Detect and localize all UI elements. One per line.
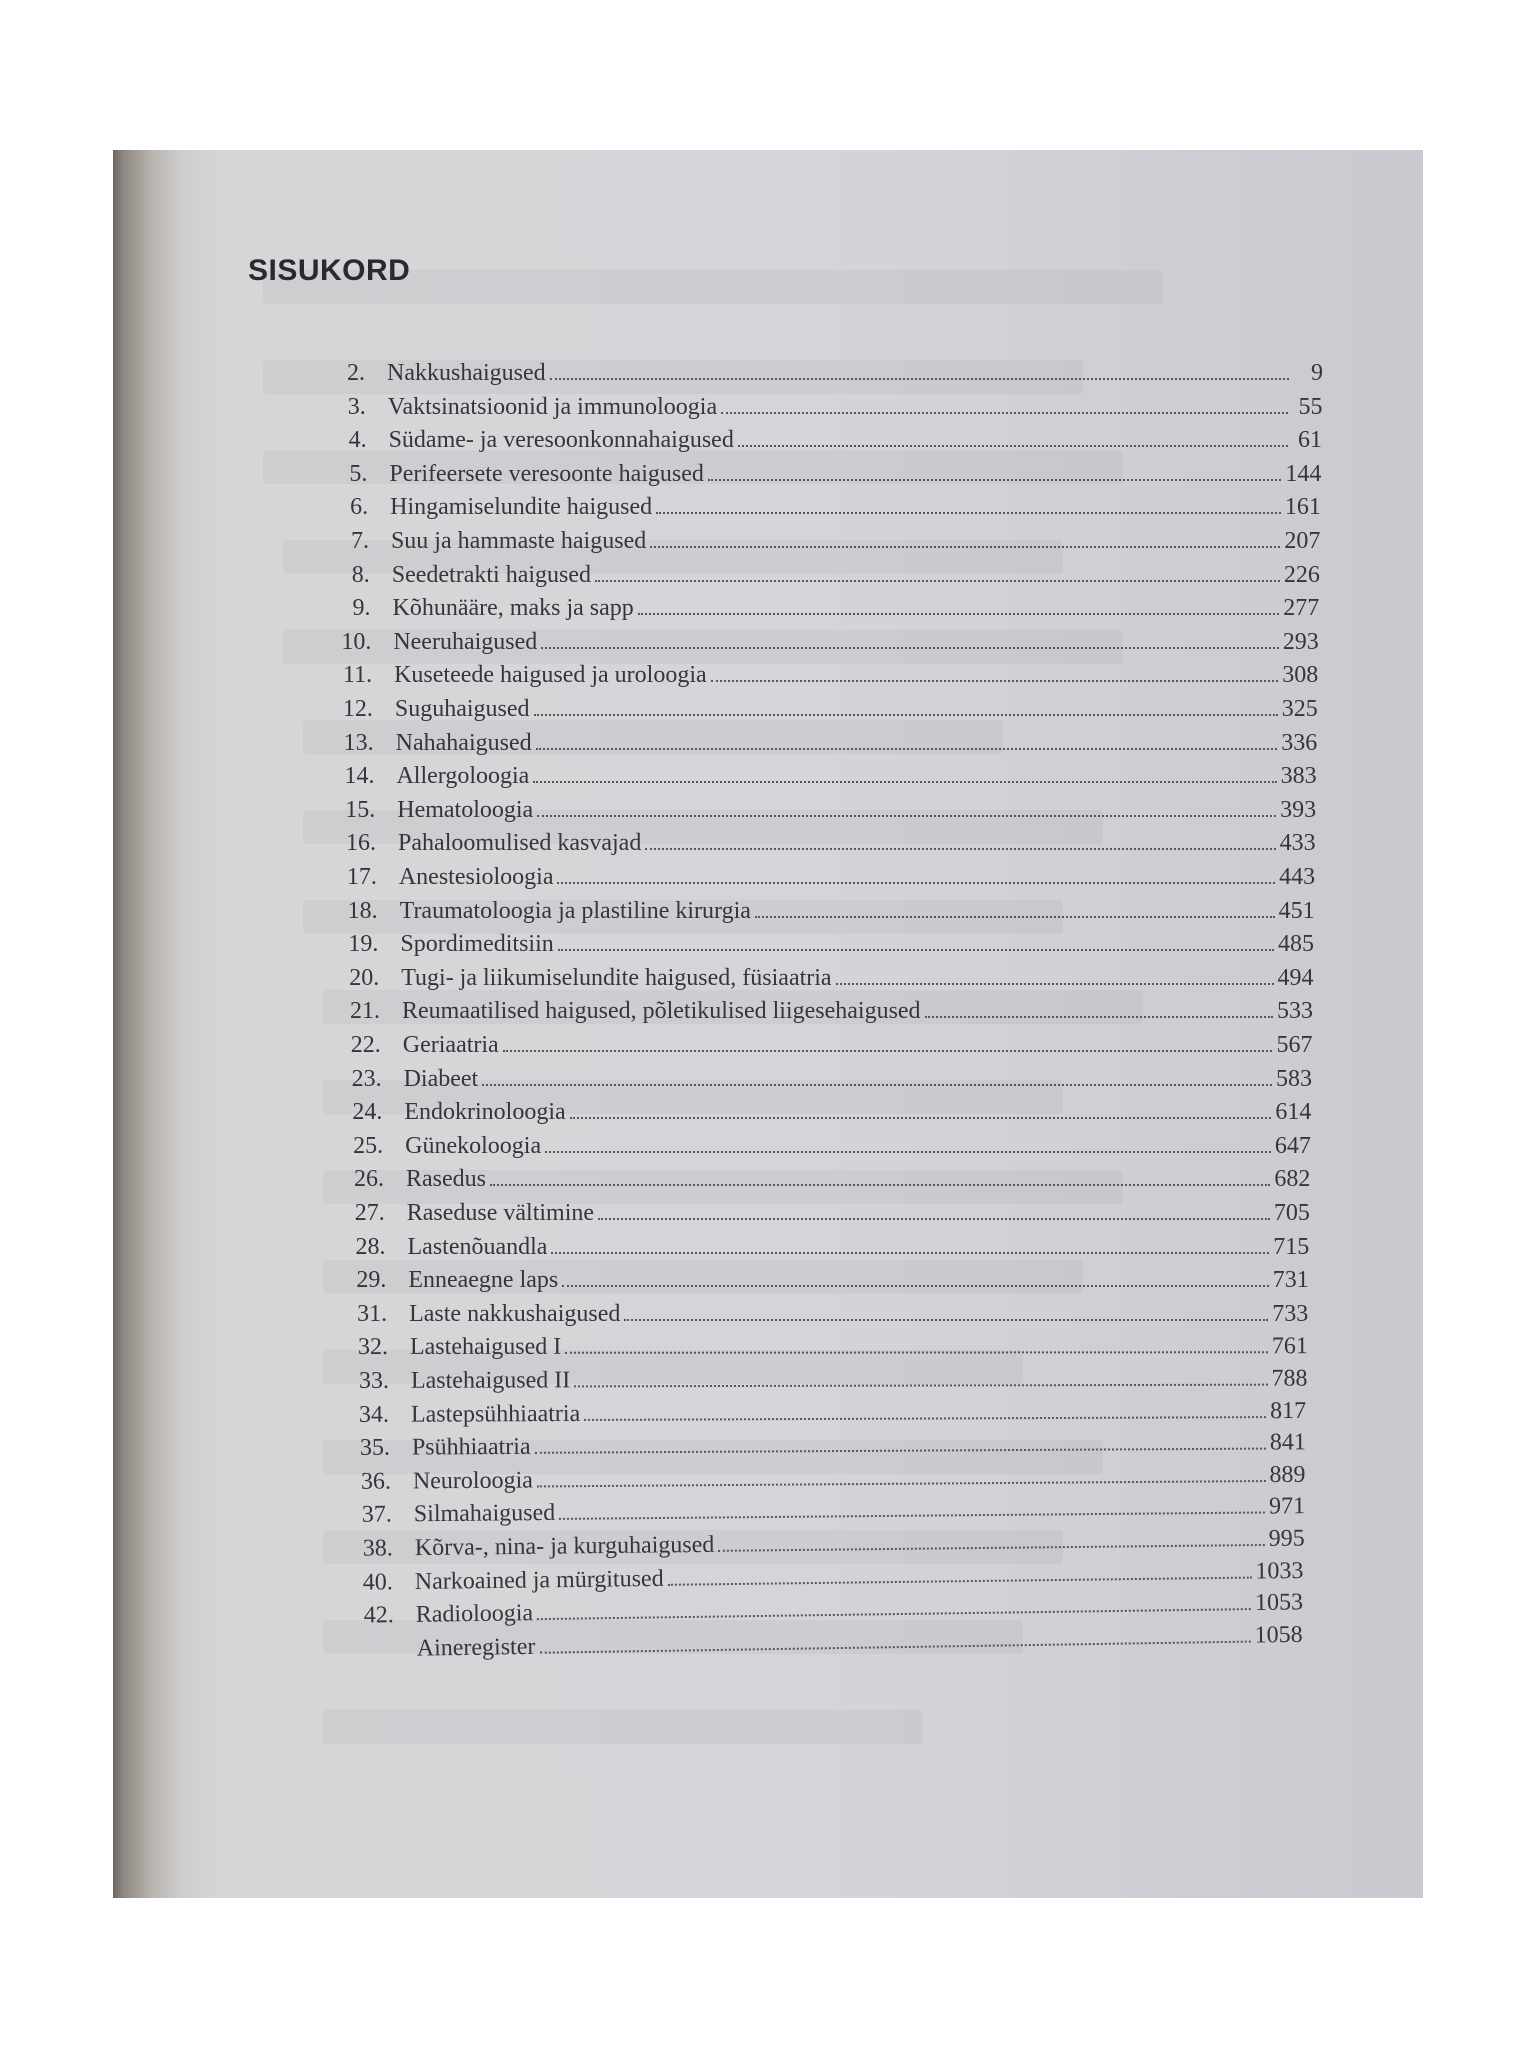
- dot-leader: [550, 378, 1289, 380]
- chapter-number: 23.: [351, 1065, 382, 1092]
- page-title: SISUKORD: [248, 254, 411, 287]
- page-number: 336: [1281, 729, 1318, 756]
- dot-leader: [537, 1480, 1266, 1487]
- chapter-number: 4.: [348, 427, 367, 454]
- chapter-number: 31.: [357, 1300, 388, 1327]
- chapter-number: 7.: [350, 528, 369, 554]
- chapter-title: Neeruhaigused: [393, 628, 538, 655]
- dot-leader: [536, 748, 1278, 750]
- chapter-title: Anestesioloogia: [398, 864, 554, 890]
- page-number: 61: [1297, 427, 1322, 454]
- page-number: 277: [1283, 595, 1320, 622]
- chapter-title: Neuroloogia: [412, 1467, 534, 1495]
- toc-entry: [327, 1359, 1308, 1395]
- chapter-title: Kõhunääre, maks ja sapp: [392, 595, 634, 622]
- dot-leader: [925, 1016, 1273, 1018]
- toc-entry: [324, 1260, 1308, 1294]
- dot-leader: [535, 1448, 1266, 1454]
- page-number: 383: [1280, 763, 1317, 790]
- page-number: 161: [1284, 494, 1321, 521]
- page-number: 293: [1282, 628, 1319, 655]
- chapter-title: Silmahaigused: [413, 1500, 556, 1528]
- chapter-number: 15.: [345, 796, 376, 823]
- chapter-title: Lastehaigused I: [409, 1334, 562, 1361]
- chapter-title: Perifeersete veresoonte haigused: [389, 460, 704, 487]
- page-number: 733: [1272, 1300, 1309, 1327]
- dot-leader: [545, 1151, 1271, 1153]
- toc-entry: [322, 1159, 1310, 1193]
- chapter-title: Lastepsühhiaatria: [411, 1400, 581, 1428]
- chapter-number: 19.: [348, 931, 379, 958]
- toc-entry: [310, 655, 1318, 689]
- dot-leader: [541, 647, 1279, 649]
- chapter-title: Tugi- ja liikumiselundite haigused, füsiaatria: [401, 964, 832, 991]
- chapter-title: Lastehaigused II: [410, 1367, 570, 1394]
- page-number: 971: [1268, 1493, 1306, 1520]
- dot-leader: [738, 445, 1288, 447]
- chapter-number: 36.: [360, 1468, 392, 1495]
- page-number: 715: [1273, 1233, 1310, 1260]
- chapter-number: 3.: [347, 393, 366, 420]
- dot-leader: [708, 479, 1282, 481]
- chapter-title: Vaktsinatsioonid ja immunoloogia: [387, 393, 718, 420]
- chapter-number: 5.: [349, 460, 368, 487]
- chapter-number: 32.: [357, 1334, 388, 1361]
- chapter-number: 6.: [350, 494, 369, 521]
- page-number: 761: [1271, 1333, 1308, 1360]
- chapter-title: Enneaegne laps: [408, 1267, 559, 1294]
- toc-entry: [315, 857, 1315, 891]
- page-number: 682: [1274, 1166, 1311, 1193]
- chapter-number: 14.: [344, 763, 375, 790]
- chapter-number: 11.: [342, 662, 373, 689]
- page-number: 433: [1279, 830, 1316, 857]
- chapter-number: 10.: [341, 628, 372, 655]
- chapter-number: 35.: [360, 1434, 391, 1462]
- toc-entry: [311, 689, 1318, 723]
- page-number: 226: [1283, 561, 1320, 588]
- page-number: 144: [1285, 460, 1322, 487]
- dot-leader: [656, 512, 1281, 514]
- dot-leader: [574, 1384, 1267, 1388]
- page-number: 614: [1275, 1099, 1312, 1126]
- toc-entry: [306, 487, 1321, 521]
- chapter-number: 13.: [343, 729, 374, 756]
- chapter-title: Geriaatria: [402, 1032, 499, 1058]
- dot-leader: [645, 848, 1275, 850]
- chapter-title: Kõrva-, nina- ja kurguhaigused: [414, 1531, 715, 1562]
- toc-entry: [320, 1092, 1311, 1126]
- chapter-title: Allergoloogia: [396, 763, 530, 790]
- dot-leader: [836, 983, 1274, 985]
- dot-leader: [585, 1416, 1267, 1421]
- chapter-title: Hematoloogia: [397, 796, 534, 823]
- dot-leader: [570, 1117, 1272, 1119]
- chapter-number: 37.: [361, 1501, 392, 1529]
- chapter-number: 29.: [356, 1267, 387, 1294]
- page-number: 494: [1277, 964, 1314, 991]
- dot-leader: [595, 580, 1280, 582]
- chapter-title: Rasedus: [405, 1166, 486, 1193]
- chapter-number: 40.: [363, 1568, 394, 1596]
- chapter-number: 8.: [351, 561, 370, 588]
- toc-entry: [305, 420, 1322, 454]
- page-number: 731: [1272, 1267, 1309, 1294]
- toc-entry: [308, 555, 1320, 589]
- toc-entry: [319, 1025, 1313, 1059]
- toc-entry: [304, 387, 1323, 421]
- page-number: 393: [1280, 796, 1317, 823]
- chapter-title: Radioloogia: [415, 1600, 534, 1629]
- chapter-number: 16.: [346, 830, 377, 857]
- book-page-photo: [113, 150, 1423, 1898]
- page-number: 9: [1311, 360, 1323, 386]
- toc-entry: [325, 1294, 1308, 1328]
- dot-leader: [558, 949, 1274, 951]
- page-number: 308: [1282, 662, 1319, 689]
- chapter-number: 2.: [347, 360, 365, 386]
- page-number: 325: [1281, 696, 1318, 722]
- dot-leader: [598, 1218, 1270, 1220]
- page-number: 995: [1268, 1525, 1305, 1552]
- chapter-title: Nahahaigused: [395, 729, 532, 756]
- toc-entry: [326, 1327, 1308, 1362]
- toc-entry: [321, 1126, 1311, 1160]
- toc-entry: [316, 924, 1314, 958]
- dot-leader: [551, 1252, 1269, 1254]
- toc-entry: [314, 823, 1316, 857]
- toc-entry: [312, 723, 1318, 757]
- chapter-title: Nakkushaigused: [387, 360, 546, 386]
- chapter-title: Hingamiselundite haigused: [390, 494, 653, 521]
- dot-leader: [562, 1285, 1269, 1287]
- page-number: 1058: [1254, 1621, 1303, 1649]
- chapter-title: Kuseteede haigused ja uroloogia: [394, 662, 707, 689]
- page-number: 485: [1278, 931, 1315, 958]
- chapter-title: Raseduse vältimine: [406, 1200, 595, 1226]
- toc-entry: [318, 991, 1313, 1025]
- chapter-number: 21.: [350, 998, 380, 1025]
- chapter-number: 24.: [352, 1099, 383, 1126]
- chapter-number: 9.: [352, 595, 371, 622]
- chapter-title: Pahaloomulised kasvajad: [398, 830, 642, 857]
- page-number: 207: [1284, 528, 1321, 554]
- page-number: 443: [1279, 864, 1316, 890]
- toc-entry: [323, 1193, 1310, 1227]
- page-number: 788: [1271, 1365, 1308, 1392]
- toc-entry: [309, 588, 1320, 622]
- page-number: 1053: [1255, 1589, 1304, 1617]
- chapter-number: [333, 1662, 417, 1663]
- chapter-number: 28.: [355, 1233, 386, 1260]
- dot-leader: [624, 1319, 1268, 1321]
- chapter-title: Diabeet: [403, 1065, 479, 1092]
- page-number: 451: [1278, 897, 1315, 924]
- dot-leader: [559, 1512, 1265, 1520]
- chapter-title: Laste nakkushaigused: [409, 1300, 621, 1327]
- dot-leader: [755, 916, 1275, 918]
- chapter-title: Traumatoloogia ja plastiline kirurgia: [399, 897, 751, 924]
- chapter-number: 33.: [358, 1367, 389, 1394]
- chapter-number: 27.: [354, 1200, 385, 1226]
- chapter-number: 17.: [346, 864, 377, 890]
- chapter-number: 20.: [349, 964, 380, 991]
- dot-leader: [565, 1352, 1268, 1355]
- chapter-number: 26.: [353, 1166, 384, 1193]
- page-number: 841: [1269, 1429, 1307, 1456]
- page-number: 533: [1277, 998, 1313, 1025]
- dot-leader: [482, 1084, 1272, 1086]
- dot-leader: [533, 781, 1276, 783]
- page-number: 647: [1274, 1132, 1311, 1159]
- dot-leader: [638, 613, 1280, 615]
- toc-entry: [312, 756, 1316, 790]
- dot-leader: [503, 1050, 1273, 1052]
- dot-leader: [557, 882, 1275, 884]
- chapter-number: 22.: [350, 1032, 381, 1058]
- page-number: 583: [1275, 1065, 1312, 1092]
- chapter-title: Reumaatilised haigused, põletikulised liigesehaigused: [402, 998, 921, 1025]
- toc-entry: [324, 1227, 1310, 1261]
- toc-entry: [309, 622, 1318, 656]
- dot-leader: [534, 714, 1278, 716]
- toc-entry: [317, 958, 1313, 992]
- page-number: 1033: [1255, 1557, 1304, 1585]
- toc-entry: [320, 1059, 1312, 1093]
- chapter-number: 38.: [362, 1535, 393, 1562]
- chapter-title: Lastenõuandla: [407, 1233, 548, 1260]
- chapter-number: 18.: [347, 897, 378, 924]
- chapter-title: Seedetrakti haigused: [391, 561, 591, 588]
- dot-leader: [537, 815, 1276, 817]
- page-number: 567: [1276, 1032, 1313, 1058]
- dot-leader: [721, 412, 1288, 414]
- chapter-number: 12.: [342, 696, 373, 722]
- dot-leader: [711, 680, 1279, 682]
- chapter-title: Aineregister: [416, 1633, 536, 1662]
- chapter-title: Narkoained ja mürgitused: [415, 1565, 665, 1595]
- toc-entry: [307, 521, 1320, 555]
- toc-entry: [305, 454, 1321, 488]
- page-number: 705: [1273, 1200, 1310, 1226]
- page-number: 889: [1269, 1461, 1306, 1488]
- chapter-number: 34.: [359, 1401, 390, 1428]
- chapter-number: 42.: [363, 1602, 395, 1629]
- toc-entry: [303, 353, 1323, 387]
- chapter-title: Suu ja hammaste haigused: [390, 528, 647, 554]
- chapter-title: Suguhaigused: [394, 696, 530, 722]
- dot-leader: [539, 1640, 1250, 1653]
- page-number: 817: [1270, 1397, 1307, 1424]
- chapter-title: Psühhiaatria: [412, 1434, 531, 1461]
- page-number: 55: [1298, 393, 1323, 420]
- chapter-title: Spordimeditsiin: [400, 931, 554, 958]
- toc-entry: [316, 891, 1315, 925]
- toc-entry: [313, 790, 1316, 824]
- chapter-title: Südame- ja veresoonkonnahaigused: [388, 427, 734, 454]
- chapter-title: Endokrinoloogia: [404, 1099, 566, 1126]
- dot-leader: [490, 1184, 1270, 1186]
- dot-leader: [650, 546, 1280, 548]
- chapter-number: 25.: [353, 1132, 384, 1159]
- chapter-title: Günekoloogia: [405, 1132, 542, 1159]
- dot-leader: [718, 1544, 1264, 1552]
